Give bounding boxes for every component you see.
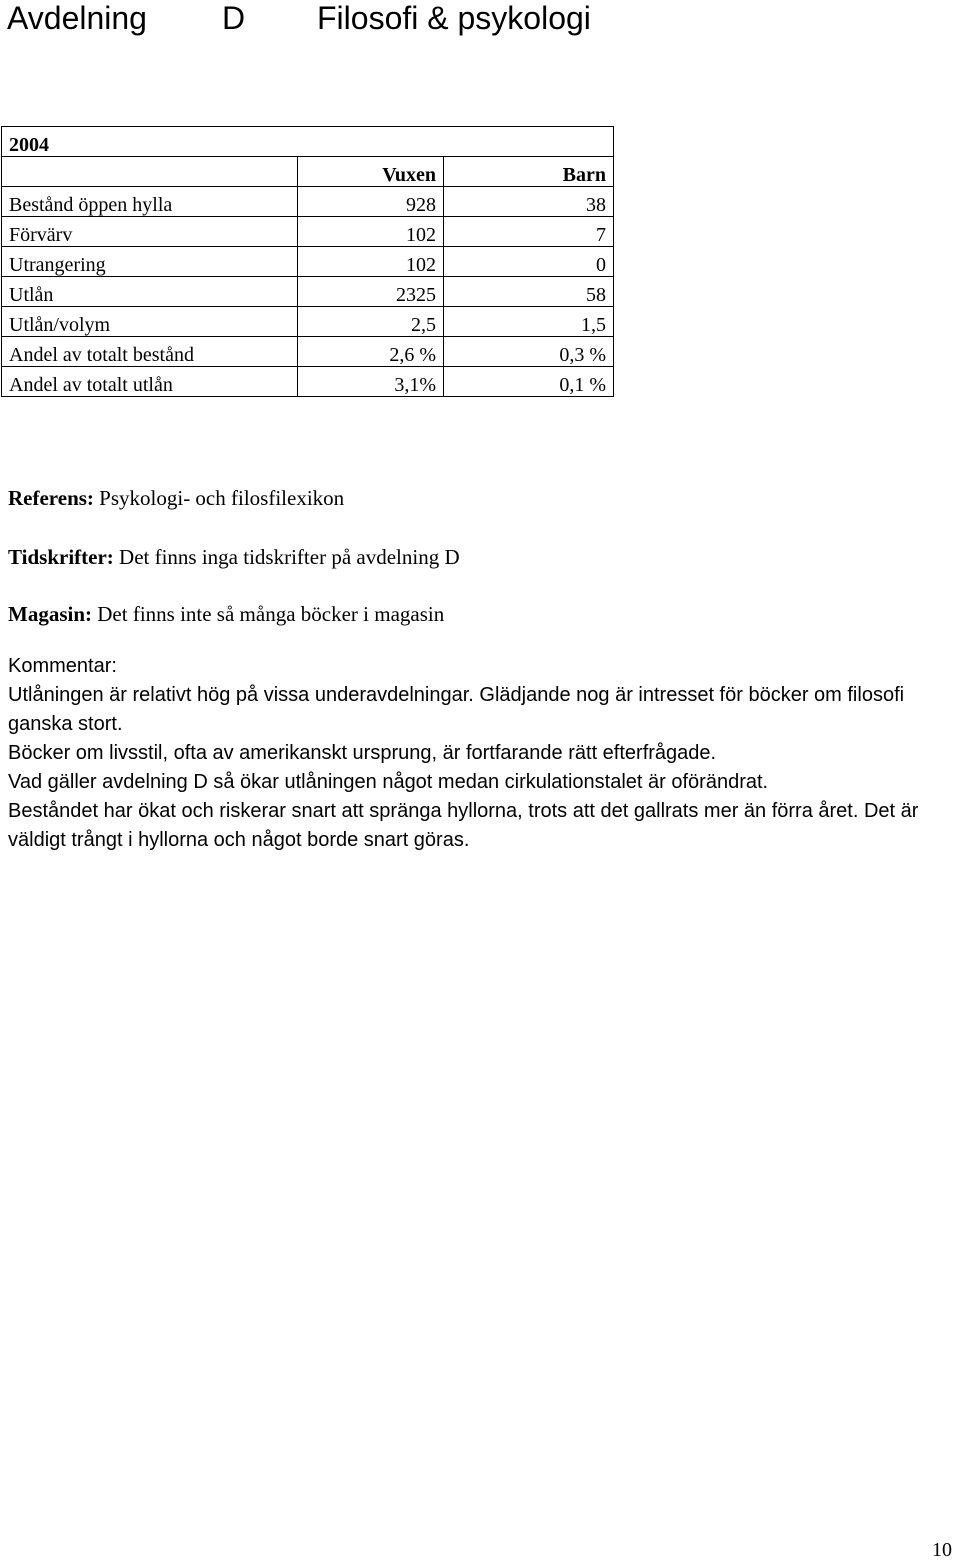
- row-vuxen-value: 102: [298, 217, 444, 247]
- comment-heading: Kommentar:: [8, 655, 117, 677]
- row-barn-value: 38: [444, 187, 614, 217]
- row-barn-value: 1,5: [444, 307, 614, 337]
- magasin-label: Magasin:: [8, 602, 92, 626]
- tidskrifter-line: [8, 544, 460, 570]
- column-header-vuxen: Vuxen: [298, 157, 444, 187]
- row-label: Andel av totalt bestånd: [2, 337, 298, 367]
- row-label: Andel av totalt utlån: [2, 367, 298, 397]
- row-vuxen-value: 102: [298, 247, 444, 277]
- tidskrifter-text: Det finns inga tidskrifter på avdelning D: [119, 545, 460, 569]
- row-barn-value: 0,3 %: [444, 337, 614, 367]
- row-label: Förvärv: [2, 217, 298, 247]
- table-year: 2004: [2, 127, 614, 157]
- table-row: [2, 307, 614, 337]
- row-barn-value: 58: [444, 277, 614, 307]
- section-label: Avdelning: [7, 0, 147, 36]
- comment-paragraph: Beståndet har ökat och riskerar snart att spränga hyllorna, trots att det gallrats mer än förra året. Det är väldigt trångt i hyllorna och något borde snart göras.: [8, 800, 919, 851]
- row-vuxen-value: 928: [298, 187, 444, 217]
- row-vuxen-value: 3,1%: [298, 367, 444, 397]
- table-row: [2, 337, 614, 367]
- magasin-line: [8, 601, 444, 627]
- row-vuxen-value: 2,5: [298, 307, 444, 337]
- table-row: [2, 187, 614, 217]
- table-row: [2, 277, 614, 307]
- row-barn-value: 0,1 %: [444, 367, 614, 397]
- column-header-barn: Barn: [444, 157, 614, 187]
- row-label: Utlån/volym: [2, 307, 298, 337]
- table-row: [2, 217, 614, 247]
- column-header-label: [2, 157, 298, 187]
- page-number: 10: [932, 1539, 952, 1561]
- row-label: Bestånd öppen hylla: [2, 187, 298, 217]
- row-vuxen-value: 2,6 %: [298, 337, 444, 367]
- comment-section: [8, 652, 938, 855]
- referens-text: Psykologi- och filosfilexikon: [99, 486, 345, 510]
- referens-line: [8, 485, 344, 511]
- referens-label: Referens:: [8, 486, 94, 510]
- tidskrifter-label: Tidskrifter:: [8, 545, 114, 569]
- magasin-text: Det finns inte så många böcker i magasin: [97, 602, 445, 626]
- row-barn-value: 0: [444, 247, 614, 277]
- table-header-row: [2, 157, 614, 187]
- comment-paragraph: Utlåningen är relativt hög på vissa underavdelningar. Glädjande nog är intresset för böcker om filosofi ganska stort.: [8, 684, 905, 735]
- table-year-row: [2, 127, 614, 157]
- table-row: [2, 247, 614, 277]
- comment-paragraph: Vad gäller avdelning D så ökar utlåningen något medan cirkulationstalet är oförändrat.: [8, 771, 769, 793]
- row-label: Utlån: [2, 277, 298, 307]
- row-label: Utrangering: [2, 247, 298, 277]
- statistics-table: [1, 126, 614, 397]
- row-barn-value: 7: [444, 217, 614, 247]
- section-title: Filosofi & psykologi: [317, 0, 591, 36]
- row-vuxen-value: 2325: [298, 277, 444, 307]
- comment-paragraph: Böcker om livsstil, ofta av amerikanskt ursprung, är fortfarande rätt efterfrågade.: [8, 742, 717, 764]
- section-code: D: [222, 0, 246, 36]
- table-row: [2, 367, 614, 397]
